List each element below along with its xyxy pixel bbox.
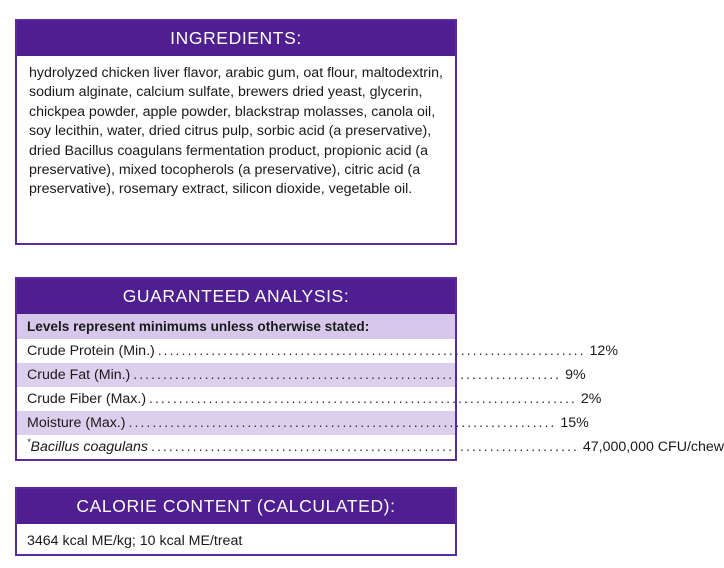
- analysis-row-value: 2%: [580, 391, 602, 407]
- analysis-row-label: Crude Fiber (Max.): [27, 391, 147, 407]
- analysis-row-label: Crude Protein (Min.): [27, 343, 155, 359]
- analysis-row-label: Moisture (Max.): [27, 415, 126, 431]
- ingredients-title: INGREDIENTS:: [17, 21, 455, 56]
- analysis-row-moisture: [17, 411, 589, 435]
- analysis-row-value: 47,000,000 CFU/chew: [582, 439, 724, 455]
- leader-dots: ........................................................................: [157, 343, 586, 359]
- leader-dots: ........................................................................: [151, 439, 579, 455]
- bacillus-label: Bacillus coagulans: [30, 439, 149, 455]
- analysis-row-fat: [17, 363, 586, 387]
- leader-dots: ........................................................................: [149, 391, 577, 407]
- guaranteed-analysis-panel: [15, 277, 724, 461]
- calorie-content-panel: [15, 487, 457, 556]
- analysis-row-value: 15%: [560, 415, 589, 431]
- analysis-row-value: 12%: [589, 343, 618, 359]
- calorie-text: 3464 kcal ME/kg; 10 kcal ME/treat: [27, 533, 243, 549]
- analysis-subtitle: Levels represent minimums unless otherwise stated:: [17, 314, 455, 339]
- ingredients-text: hydrolyzed chicken liver flavor, arabic gum, oat flour, maltodextrin, sodium alginate, calcium sulfate, brewers dried yeast, glycerin, chickpea powder, apple powder, blackstrap molasses, canola oil, soy lecithin, water, dried citrus pulp, sorbic acid (a preservative), dried Bacillus coagulans fermentation product, propionic acid (a preservative), mixed tocopherols (a preservative), citric acid (a preservative), rosemary extract, silicon dioxide, vegetable oil.: [29, 65, 443, 198]
- analysis-row-protein: [17, 339, 618, 363]
- analysis-title: GUARANTEED ANALYSIS:: [17, 279, 455, 314]
- analysis-row-bacillus: [17, 435, 724, 459]
- leader-dots: ........................................................................: [128, 415, 557, 431]
- leader-dots: ........................................................................: [133, 367, 562, 383]
- analysis-row-label: [27, 435, 148, 459]
- footnote-marker: *: [27, 437, 31, 447]
- analysis-row-value: 9%: [565, 367, 586, 383]
- analysis-row-label: Crude Fat (Min.): [27, 367, 131, 383]
- calorie-title: CALORIE CONTENT (CALCULATED):: [17, 489, 455, 524]
- analysis-row-fiber: [17, 387, 602, 411]
- ingredients-panel: [15, 19, 457, 245]
